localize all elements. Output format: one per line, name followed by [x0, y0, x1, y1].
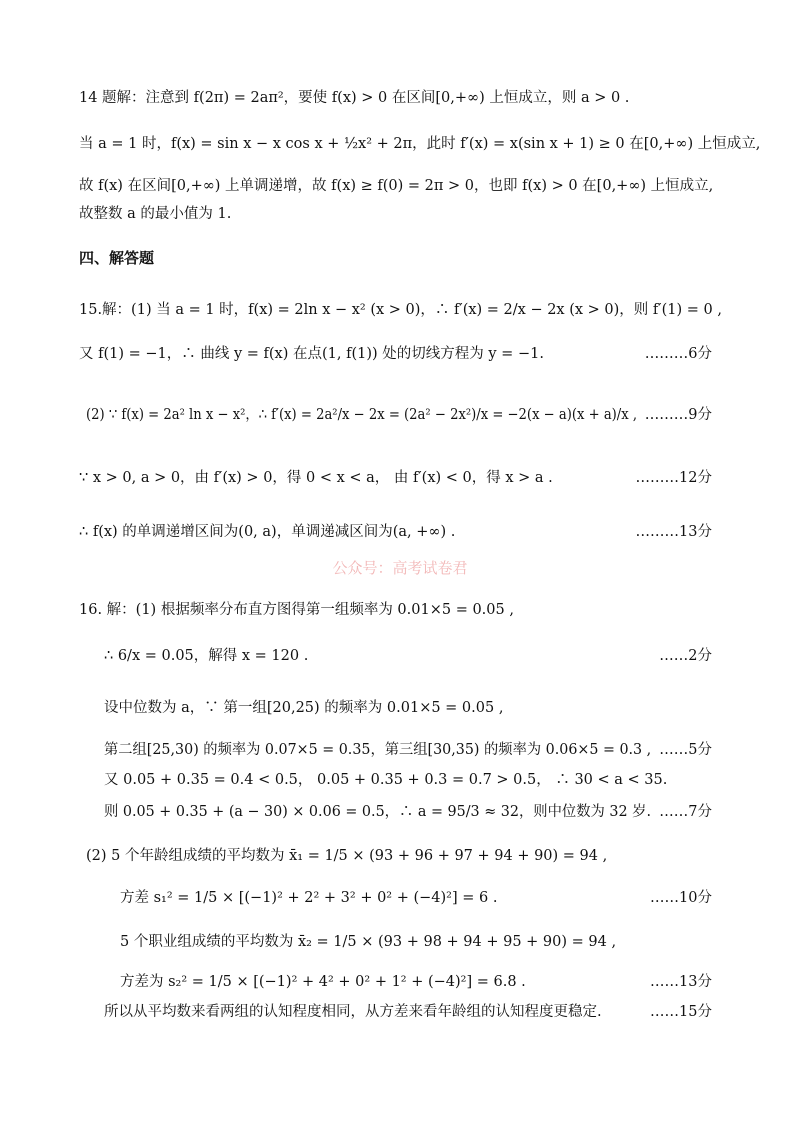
q16-score-5: ……5分 — [659, 742, 712, 758]
q16-line-8 — [0, 878, 800, 918]
q16-text-10: 方差为 s₂² = 1/5 × [(−1)² + 4² + 0² + 1² + (−4)²] = 6.8 . — [120, 974, 526, 990]
q16-score-2: ……2分 — [659, 648, 712, 664]
q15-text-2: 又 f(1) = −1，∴ 曲线 y = f(x) 在点(1, f(1)) 处的切线方程为 y = −1. — [79, 346, 544, 362]
q14-text-2: 当 a = 1 时，f(x) = sin x − x cos x + ½x² + 2π，此时 f′(x) = x(sin x + 1) ≥ 0 在[0,+∞) 上恒成立, — [79, 136, 761, 152]
q16-text-6: 则 0.05 + 0.35 + (a − 30) × 0.06 = 0.5，∴ a = 95/3 ≈ 32，则中位数为 32 岁. — [104, 804, 652, 820]
section-heading: 四、解答题 — [79, 249, 155, 267]
q16-line-11 — [0, 992, 800, 1032]
q14-line-1 — [0, 78, 800, 118]
q15-line-3 — [0, 395, 800, 435]
q14-text-1: 14 题解：注意到 f(2π) = 2aπ²，要使 f(x) > 0 在区间[0,+∞) 上恒成立，则 a > 0 . — [79, 90, 630, 106]
q16-text-7: (2) 5 个年龄组成绩的平均数为 x̄₁ = 1/5 × (93 + 96 + 97 + 94 + 90) = 94 , — [86, 848, 608, 864]
q16-line-6 — [0, 792, 800, 832]
q16-text-1: 16. 解：(1) 根据频率分布直方图得第一组频率为 0.01×5 = 0.05 , — [79, 602, 514, 618]
q14-text-4: 故整数 a 的最小值为 1. — [79, 206, 232, 222]
q16-line-7 — [0, 836, 800, 876]
section-heading-row — [0, 238, 800, 278]
q14-text-3: 故 f(x) 在区间[0,+∞) 上单调递增，故 f(x) ≥ f(0) = 2π > 0，也即 f(x) > 0 在[0,+∞) 上恒成立, — [79, 178, 714, 194]
q15-text-4: ∵ x > 0, a > 0，由 f′(x) > 0，得 0 < x < a， 由 f′(x) < 0，得 x > a . — [79, 470, 553, 486]
q16-text-3: 设中位数为 a，∵ 第一组[20,25) 的频率为 0.01×5 = 0.05 , — [104, 700, 504, 716]
q16-text-8: 方差 s₁² = 1/5 × [(−1)² + 2² + 3² + 0² + (−4)²] = 6 . — [120, 890, 498, 906]
q16-text-9: 5 个职业组成绩的平均数为 x̄₂ = 1/5 × (93 + 98 + 94 + 95 + 90) = 94 , — [120, 934, 617, 950]
q15-text-3: (2) ∵ f(x) = 2a² ln x − x²，∴ f′(x) = 2a²/x − 2x = (2a² − 2x²)/x = −2(x − a)(x + a)/x , — [86, 407, 638, 423]
q15-text-5: ∴ f(x) 的单调递增区间为(0, a)，单调递减区间为(a, +∞) . — [79, 524, 456, 540]
q16-score-10: ……10分 — [650, 890, 712, 906]
q15-score-6: ………6分 — [644, 346, 712, 362]
watermark-text: 公众号：高考试卷君 — [332, 559, 468, 577]
q15-score-12: ………12分 — [635, 470, 712, 486]
q16-score-13: ……13分 — [650, 974, 712, 990]
q14-line-2 — [0, 124, 800, 164]
q16-line-2 — [0, 636, 800, 676]
q16-text-5: 又 0.05 + 0.35 = 0.4 < 0.5， 0.05 + 0.35 + 0.3 = 0.7 > 0.5， ∴ 30 < a < 35. — [104, 772, 668, 788]
q15-text-1: 15.解：(1) 当 a = 1 时，f(x) = 2ln x − x² (x > 0)，∴ f′(x) = 2/x − 2x (x > 0)，则 f′(1) = 0 , — [79, 302, 722, 318]
q15-score-13: ………13分 — [635, 524, 712, 540]
q15-line-4 — [0, 458, 800, 498]
q16-score-7: ……7分 — [659, 804, 712, 820]
q16-text-2: ∴ 6/x = 0.05，解得 x = 120 . — [104, 648, 309, 664]
q15-score-9: ………9分 — [644, 407, 712, 423]
q14-line-4 — [0, 194, 800, 234]
q15-line-2 — [0, 334, 800, 374]
q15-line-5 — [0, 512, 800, 552]
q16-text-4: 第二组[25,30) 的频率为 0.07×5 = 0.35，第三组[30,35) 的频率为 0.06×5 = 0.3 , — [104, 742, 652, 758]
q16-line-1 — [0, 590, 800, 630]
q16-line-3 — [0, 688, 800, 728]
q16-text-11: 所以从平均数来看两组的认知程度相同，从方差来看年龄组的认知程度更稳定. — [104, 1004, 602, 1020]
q16-line-9 — [0, 922, 800, 962]
q16-score-15: ……15分 — [650, 1004, 712, 1020]
q15-line-1 — [0, 290, 800, 330]
